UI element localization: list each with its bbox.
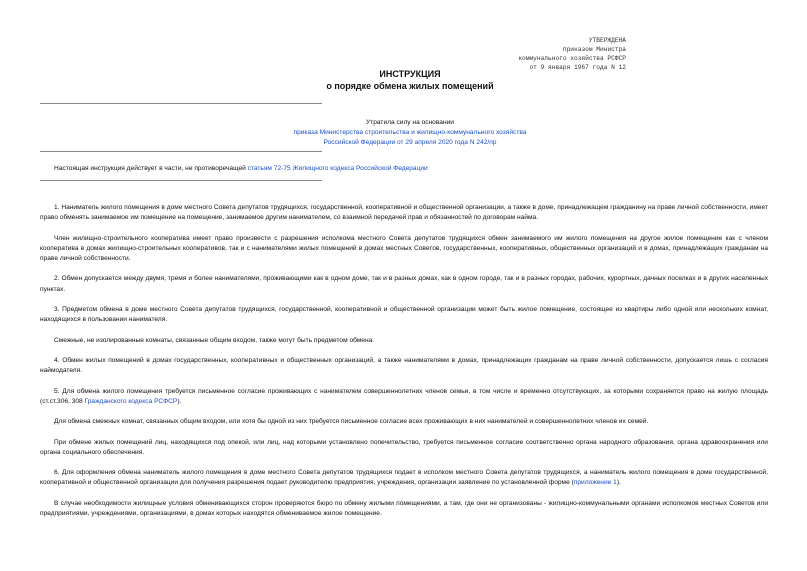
paragraph-text: ). [616, 479, 621, 487]
paragraph: 2. Обмен допускается между двумя, тремя и более нанимателями, проживающими как в одном доме, так и в разных домах, как в одном городе, так и в разных городах, рабочих, курортных, дачных поселках и в других населенных пунктах. [40, 275, 768, 293]
paragraph: Член жилищно-строительного кооператива имеет право произвести с разрешения исполкома местного Совета депутатов трудящихся обмен занимаемого им жилого помещения на другое жилое помещение как с членом кооператива в домах жилищно-строительных кооперативов, так и с нанимателями жилых помещений в домах местных Советов, государственных, кооперативных, общественных организаций и в домах, принадлежащих гражданам на праве личной собственности. [40, 234, 768, 262]
document-title [230, 68, 590, 92]
paragraph-text: 6. Для оформления обмена наниматель жилого помещения в доме местного Совета депутатов трудящихся подает в исполком местного Совета депутатов трудящихся, а наниматель жилого помещения в доме государственной, кооперативной и общественной организации для получения разрешения подает руководителю предприятия, учреждения, организации заявление по установленной форме ( [40, 469, 768, 487]
approval-line: от 9 января 1967 года N 12 [529, 64, 626, 71]
repeal-text: Утратила силу на основании [366, 119, 454, 126]
applicability-note [54, 164, 754, 174]
paragraph-text: ). [177, 397, 182, 405]
paragraph: При обмене жилых помещений лиц, находящихся под опекой, или лиц, над которыми установлено попечительство, требуется письменное согласие соответственно органа народного образования, органа здравоохранения или органа социального обеспечения. [40, 438, 768, 456]
approval-line: коммунального хозяйства РСФСР [518, 55, 626, 62]
divider [40, 151, 322, 152]
divider [40, 180, 322, 181]
paragraph: В случае необходимости жилищные условия обменивающихся сторон проверяются бюро по обмену жилыми помещениями, а там, где они не организованы - жилищно-коммунальными органами исполкомов местных Советов или предприятиями, учреждениями, организациями, в домах которых находятся обмениваемое жилое помещение. [40, 499, 768, 517]
paragraph: 4. Обмен жилых помещений в домах государственных, кооперативных и общественных организаций, а также нанимателями в домах, принадлежащих гражданам на праве личной собственности, допускается лишь с согласия наймодателя. [40, 356, 768, 375]
repeal-notice [240, 118, 580, 148]
code-articles-link[interactable]: статьям 72-75 Жилищного кодекса Российской Федерации [247, 165, 428, 172]
civil-code-link[interactable]: Гражданского кодекса РСФСР [84, 397, 178, 405]
approval-stamp [470, 36, 626, 72]
title-subtitle: о порядке обмена жилых помещений [326, 81, 494, 91]
approval-line: УТВЕРЖДЕНА [588, 37, 626, 44]
paragraph: 3. Предметом обмена в доме местного Совета депутатов трудящихся, государственной, кооперативной и общественной организации может быть жилое помещение, состоящее из квартиры либо одной или нескольких комнат, находящихся в пользовании нанимателя. [40, 305, 768, 324]
repeal-link[interactable]: приказа Министерства строительства и жилищно-коммунального хозяйства [293, 129, 527, 136]
note-text: Настоящая инструкция действует в части, не противоречащей [54, 165, 248, 172]
paragraph: 1. Наниматель жилого помещения в доме местного Совета депутатов трудящихся, государственной, кооперативной и общественной организации, а также в доме, принадлежащем гражданину на праве личной собственности, имеет право обменять занимаемое им помещение на помещение, занимаемое другим нанимателем, со взаимной передачей прав и обязанностей по договорам найма. [40, 204, 768, 222]
title-main: ИНСТРУКЦИЯ [379, 69, 441, 79]
instruction-body [40, 203, 768, 529]
paragraph-text: 5. Для обмена жилого помещения требуется письменное согласие проживающих с нанимателем совершеннолетних членов семьи, в том числе и временно отсутствующих, за которыми сохраняется право на жилую площадь (ст.ст.306, 308 [40, 387, 768, 405]
approval-line: приказом Министра [562, 46, 626, 53]
divider [40, 103, 322, 104]
repeal-link-continued[interactable]: Российской Федерации от 29 апреля 2020 года N 242/пр [323, 139, 497, 146]
appendix-1-link[interactable]: приложение 1 [573, 479, 617, 487]
paragraph: Смежные, не изолированные комнаты, связанные общим входом, также могут быть предметом обмена. [54, 336, 375, 344]
paragraph [40, 468, 768, 488]
paragraph [40, 387, 768, 407]
paragraph: Для обмена смежных комнат, связанных общим входом, или хотя бы одной из них требуется письменное согласие всех проживающих в них нанимателей и совершеннолетних членов их семей. [54, 418, 649, 426]
